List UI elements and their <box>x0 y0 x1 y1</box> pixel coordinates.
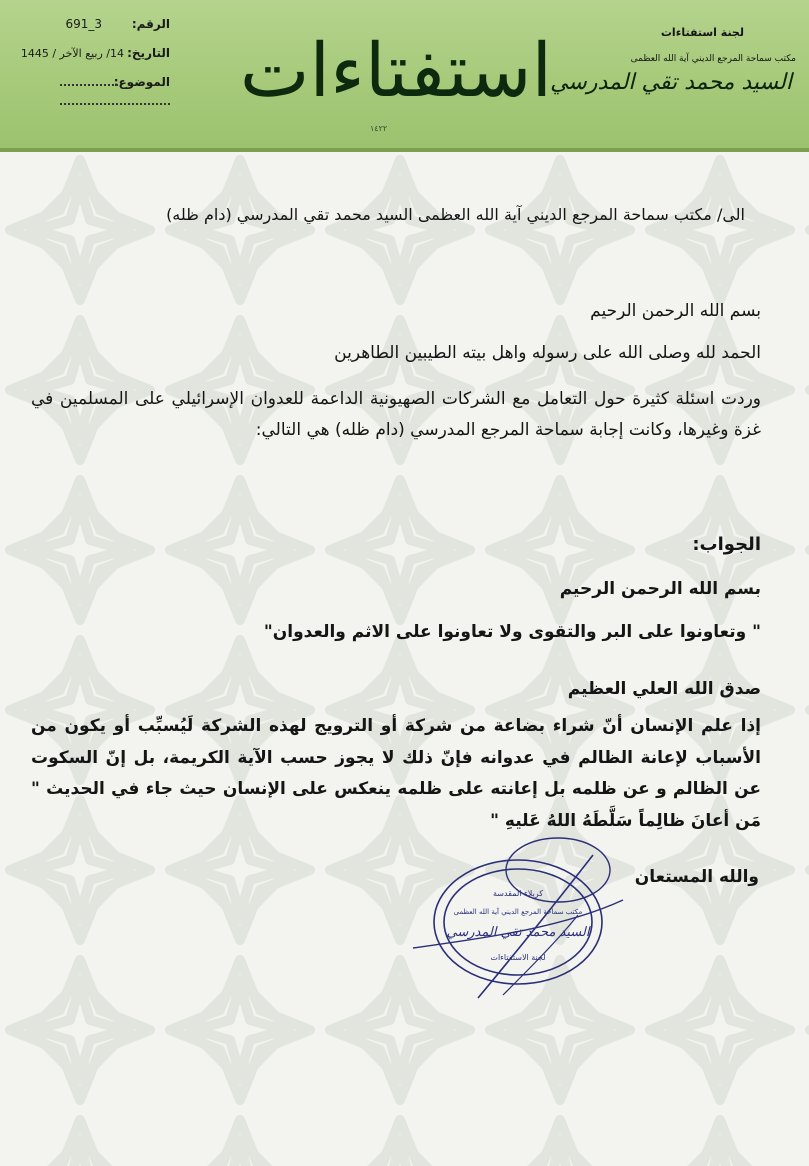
sadaq-line: صدق الله العلي العظيم <box>567 679 761 699</box>
date-value: 14/ ربيع الآخر / 1445 <box>20 47 124 60</box>
calligraphy-name: السيد محمد تقي المدرسي <box>550 70 792 95</box>
letterhead-year: ١٤٢٢ <box>370 124 388 133</box>
stamp-bottom-text: لجنة الاستفتاءات <box>490 953 546 962</box>
official-stamp <box>408 830 628 1000</box>
addressee-line: الى/ مكتب سماحة المرجع الديني آية الله العظمى السيد محمد تقي المدرسي (دام ظله) <box>166 205 745 224</box>
extra-dotted-line <box>60 103 170 105</box>
date-row <box>6 39 176 68</box>
subject-row <box>6 68 176 97</box>
closing-line: والله المستعان <box>634 867 759 887</box>
quran-verse: " وتعاونوا على البر والتقوى ولا تعاونوا على الاثم والعدوان" <box>263 622 761 642</box>
office-label: مكتب سماحة المرجع الديني آية الله العظمى <box>630 54 796 64</box>
stamp-name: السيد محمد تقي المدرسي <box>446 925 590 940</box>
committee-label: لجنة استفتاءات <box>660 26 744 39</box>
reference-block <box>6 10 176 117</box>
date-label: التاريخ: <box>127 46 170 60</box>
ruling-paragraph: إذا علم الإنسان أنّ شراء بضاعة من شركة أو الترويج لهذه الشركة لَيُسبِّب أو يكون من الأسباب لإعانة الظالم في عدوانه فإنّ ذلك لا يجوز حسب الآية الكريمة، بل إنّ السكوت عن الظالم و عن ظلمه بل إعانته على ظلمه ينعكس على الإنسان حيث جاء في الحديث " مَن أعانَ ظالِماً سَلَّطَهُ اللهُ عَليهِ " <box>31 716 761 831</box>
letterhead-banner <box>0 0 809 152</box>
subject-dotted-line <box>60 84 118 86</box>
subject-label: الموضوع: <box>113 75 170 89</box>
number-label: الرقم: <box>131 17 170 31</box>
question-paragraph: وردت اسئلة كثيرة حول التعامل مع الشركات الصهيونية الداعمة للعدوان الإسرائيلي على المسلمين في غزة وغيرها، وكانت إجابة سماحة المرجع المدرسي (دام ظله) هي التالي: <box>31 389 761 440</box>
stamp-office-text: مكتب سماحة المرجع الديني آية الله العظمى <box>453 908 583 916</box>
stamp-top-text: كربلاء المقدسة <box>492 889 544 898</box>
answer-basmala: بسم الله الرحمن الرحيم <box>559 579 761 599</box>
hamd-line: الحمد لله وصلى الله على رسوله واهل بيته الطيبين الطاهرين <box>334 343 761 363</box>
answer-label: الجواب: <box>692 534 761 555</box>
basmala: بسم الله الرحمن الرحيم <box>590 301 761 321</box>
number-row <box>6 10 176 39</box>
number-value: 691_3 <box>65 17 102 31</box>
letterhead-title: استفتاءات <box>239 28 553 114</box>
